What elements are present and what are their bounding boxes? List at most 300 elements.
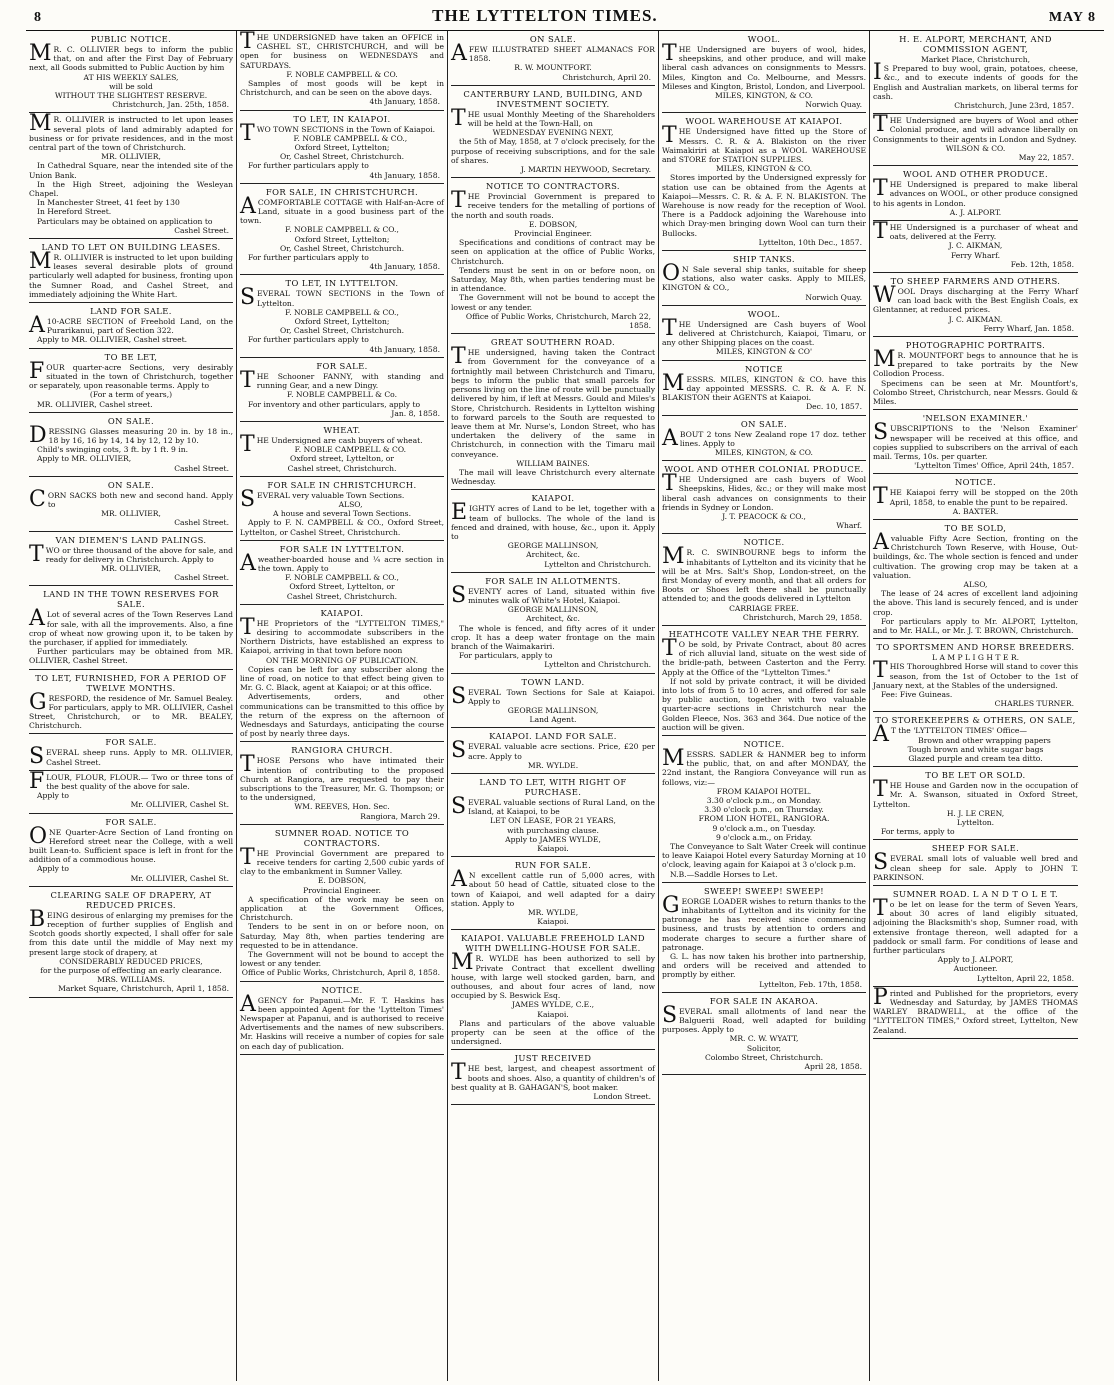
ad-body: THE Undersigned are buyers of Wool and other Colonial produce, and will advance liberally on Consignments to their agents in London and Sydney.	[873, 112, 1078, 144]
advertisement	[451, 857, 655, 930]
ad-heading: SHEEP FOR SALE.	[931, 843, 1020, 854]
ad-body: Printed and Published for the proprietors, every Wednesday and Saturday, by JAMES THOMAS WARLEY BRADWELL, at the office of the "LYTTELTON TIMES," Oxford street, Lyttelton, New Zealand.	[873, 984, 1078, 1035]
ad-heading: TO LET, FURNISHED, FOR A PERIOD OF TWELVE MONTHS.	[35, 672, 227, 693]
advertisement	[662, 361, 866, 416]
ad-footer: Office of Public Works, Christchurch, March 22, 1858.	[465, 311, 651, 331]
ad-line: WEDNESDAY EVENING NEXT,	[492, 128, 614, 138]
ad-heading: PUBLIC NOTICE.	[90, 34, 172, 44]
advertisement	[662, 306, 866, 361]
advertisement	[662, 993, 866, 1075]
ad-heading: KAIAPOI. LAND FOR SALE.	[489, 731, 617, 742]
ad-body: MESSRS. MILES, KINGTON & CO. have this day appointed MESSRS. C. R. & A. F. N. BLAKISTON their AGENTS at Kaiapoi.	[662, 370, 866, 403]
ad-body: MR. WYLDE has been authorized to sell by Private Contract that excellent dwelling house, with large well stocked garden, barn, and outhouses, and about four acres of land, now occupied by S. Beswick Esq.	[451, 950, 655, 1001]
ad-line: Cashel street, Christchurch.	[287, 463, 397, 473]
ad-heading: JUST RECEIVED	[514, 1053, 592, 1064]
ad-paragraph: Plans and particulars of the above valuable property can be seen at the office of the undersigned.	[451, 1018, 655, 1047]
ad-line: WITHOUT THE SLIGHTEST RESERVE.	[54, 91, 208, 101]
ad-line: Ferry Wharf.	[950, 250, 1001, 260]
ad-line: 9 o'clock a.m., on Friday.	[715, 832, 813, 842]
ad-line: MILES, KINGTON, & CO.	[715, 447, 813, 457]
ad-body: SUBSCRIPTIONS to the 'Nelson Examiner' newspaper will be received at this office, and copies supplied to subscribers on the arrival of each mail. Terms, 10s. per quarter.	[873, 420, 1078, 461]
ad-heading: WOOL AND OTHER COLONIAL PRODUCE.	[664, 464, 864, 475]
ad-footer: April 28, 1858.	[804, 1062, 862, 1072]
ad-paragraph: In Hereford Street.	[37, 207, 112, 217]
ad-paragraph: Specimens can be seen at Mr. Mountfort's, Colombo Street, Christchurch, near Messrs. Gould & Miles.	[873, 378, 1078, 407]
ad-heading: RUN FOR SALE.	[514, 860, 592, 871]
ad-body: IS Prepared to buy wool, grain, potatoes, cheese, &c., and to execute indents of goods for the English and Australian markets, on liberal terms for cash.	[873, 60, 1078, 101]
ad-body: FOUR quarter-acre Sections, very desirably situated in the town of Christchurch, together or separately, upon reasonable terms. Apply to	[29, 358, 233, 391]
ad-footer: Cashel Street.	[174, 518, 229, 528]
ad-line: Provincial Engineer.	[303, 885, 381, 895]
ad-heading: TO SPORTSMEN AND HORSE BREEDERS.	[876, 642, 1075, 653]
ad-body: ACOMFORTABLE COTTAGE with Half-an-Acre of Land, situate in a good business part of the town.	[240, 193, 444, 226]
ad-body: THE undersigned, having taken the Contract from Government for the conveyance of a fortnightly mail between Christchurch and Timaru, begs to inform the public that small parcels for persons living on the line of route will be punctually delivered by him, if left at Messrs. Gould and Miles's Store, Christchurch. Residents in Lyttelton wishing to forward parcels to the South are requested to leave them at Mr. Nurse's, London Street, who has undertaken the delivery of the same in Christchurch, in connection with the Timaru mail conveyance.	[451, 344, 655, 459]
ad-line: Or, Cashel Street, Christchurch.	[280, 243, 404, 253]
ad-line: Kaiapoi.	[537, 1009, 569, 1019]
ad-paragraph: N.B.—Saddle Horses to Let.	[670, 869, 778, 879]
ad-heading: LAND FOR SALE.	[90, 306, 172, 317]
ad-line: Oxford Street, Lyttelton;	[294, 317, 390, 327]
ad-body: AGENCY for Papanui.—Mr. F. T. Haskins has been appointed Agent for the 'Lyttelton Times' Newspaper at Papanui, and is authorised to receive Advertisements and the names of new subscribers. Mr. Haskins will receive a number of copies for sale on each day of publication.	[240, 991, 444, 1051]
ad-heading: FOR SALE.	[105, 816, 157, 827]
ad-line: Oxford Street, Lyttelton;	[294, 143, 390, 153]
ad-heading: TO BE LET,	[104, 351, 158, 362]
ad-line: Apply to JAMES WYLDE,	[505, 834, 601, 844]
ad-heading: LAND TO LET, WITH RIGHT OF PURCHASE.	[479, 777, 627, 797]
advertisement	[240, 541, 444, 605]
ad-paragraph: Apply to	[37, 791, 69, 801]
ad-paragraph: Apply to MR. OLLIVIER,	[37, 454, 132, 464]
advertisement	[29, 413, 233, 477]
columns	[26, 31, 1104, 1381]
ad-footer: Wharf.	[836, 521, 862, 531]
ad-line: Provincial Engineer.	[514, 229, 592, 239]
ad-paragraph: For further particulars apply to	[248, 161, 369, 171]
ad-paragraph: Samples of most goods will be kept in Christchurch, and can be seen on the above days.	[240, 79, 444, 98]
ad-body: TWO TOWN SECTIONS in the Town of Kaiapoi.	[240, 120, 436, 146]
ad-footer: Lyttelton, April 22, 1858.	[976, 973, 1074, 983]
ad-body: AN excellent cattle run of 5,000 acres, with about 50 head of Cattle, situated close to the town of Kaiapoi, and well adapted for a dairy station. Apply to	[451, 867, 655, 908]
ad-heading: SWEEP! SWEEP! SWEEP!	[703, 885, 825, 896]
ad-heading: SUMNER ROAD. L A N D T O L E T.	[892, 889, 1059, 900]
ad-heading: WOOL WAREHOUSE AT KAIAPOI.	[685, 116, 843, 127]
advertisement	[662, 883, 866, 993]
ad-heading: NOTICE	[744, 363, 783, 374]
ad-paragraph: For terms, apply to	[881, 827, 955, 837]
advertisement	[240, 422, 444, 477]
ad-body: SEVERAL Town Sections for Sale at Kaiapoi. Apply to	[451, 683, 655, 709]
advertisement	[451, 573, 655, 674]
ad-body: THE Undersigned have fitted up the Store of Messrs. C. R. & A. Blakiston on the river Waimakiriri at Kaiapoi as a WOOL WAREHOUSE and STORE for STATION SUPPLIES.	[662, 123, 866, 165]
ad-line: FROM LION HOTEL, RANGIORA.	[698, 814, 830, 824]
ad-line: Brown and other wrapping papers	[918, 735, 1051, 745]
ad-line: J. C. AIKMAN.	[948, 314, 1003, 324]
ad-body: THE usual Monthly Meeting of the Shareholders will be held at the Town-Hall, on	[451, 105, 655, 131]
advertisement	[240, 111, 444, 184]
advertisement	[451, 930, 655, 1050]
ad-line: for the purpose of effecting an early clearance.	[40, 966, 222, 976]
advertisement	[451, 774, 655, 857]
ad-paragraph: Fee: Five Guineas.	[881, 689, 953, 699]
advertisement	[873, 767, 1078, 840]
ad-body: THE House and Garden now in the occupation of Mr. A. Swanson, situated in Oxford Street, Lyttelton.	[873, 777, 1078, 809]
advertisement	[240, 605, 444, 743]
ad-heading: KAIAPOI.	[320, 607, 364, 618]
ad-heading: WOOL.	[747, 34, 781, 44]
ad-line: Cashel Street, Christchurch.	[286, 591, 398, 601]
advertisement	[451, 86, 655, 178]
advertisement	[662, 251, 866, 306]
ad-heading: RANGIORA CHURCH.	[291, 745, 393, 756]
ad-body: ABOUT 2 tons New Zealand rope 17 doz. tether lines. Apply to	[662, 425, 866, 451]
advertisement	[29, 303, 233, 349]
ad-heading: ON SALE.	[107, 415, 155, 426]
advertisement	[873, 886, 1078, 987]
ad-footer: Lyttelton, Feb. 17th, 1858.	[759, 979, 862, 989]
ad-line: 3.30 o'clock p.m., on Monday.	[706, 796, 822, 805]
ad-line: MR. OLLIVIER,	[101, 152, 161, 162]
ad-heading: ON SALE.	[740, 418, 788, 429]
ad-body: THIS Thoroughbred Horse will stand to cover this season, from the 1st of October to the 1st of January next, at the Stables of the undersigned.	[873, 658, 1078, 690]
ad-line: R. W. MOUNTFORT.	[514, 63, 592, 73]
ad-heading: SHIP TANKS.	[733, 254, 795, 265]
ad-body: MESSRS. SADLER & HANMER beg to inform the public, that, on and after MONDAY, the 22nd instant, the Rangiora Conveyance will run as follows, viz:—	[662, 745, 866, 787]
ad-line: Kaiapoi.	[537, 917, 569, 927]
ad-body: THE UNDERSIGNED have taken an OFFICE in CASHEL ST., CHRISTCHURCH, and will be open for business on WEDNESDAYS and SATURDAYS.	[240, 31, 444, 70]
ad-paragraph: In Cathedral Square, near the intended site of the Union Bank.	[29, 161, 233, 180]
ad-footer: Ferry Wharf, Jan. 1858.	[983, 323, 1074, 333]
ad-line: Glazed purple and cream tea ditto.	[908, 753, 1043, 763]
ad-heading: ON SALE.	[107, 479, 155, 490]
advertisement	[662, 534, 866, 626]
column-5	[870, 31, 1081, 1381]
ad-body: MR. MOUNTFORT begs to announce that he is prepared to take portraits by the New Collodion Process.	[873, 347, 1078, 379]
ad-line: F. NOBLE CAMPBELL & CO.,	[285, 573, 399, 583]
ad-line: J. T. PEACOCK & CO.,	[722, 511, 806, 521]
newspaper-title: THE LYTTELTON TIMES.	[432, 6, 658, 25]
advertisement	[451, 31, 655, 86]
ad-line: CONSIDERABLY REDUCED PRICES,	[59, 956, 203, 966]
ad-body: THE Undersigned are buyers of wool, hides, sheepskins, and other produce, and will make liberal cash advances on consignments to Messrs. Miles, Kington and Co. Melbourne, and Messrs. Mileses and Kington, Bristol, London, and Liverpool.	[662, 41, 866, 91]
ad-paragraph: In Manchester Street, 41 feet by 130	[37, 198, 180, 208]
ad-footer: 4th January, 1858.	[369, 262, 440, 272]
ad-line: MILES, KINGTON & CO.	[715, 164, 813, 174]
ad-body: SEVENTY acres of Land, situated within five minutes walk of White's Hotel, Kaiapoi.	[451, 582, 655, 608]
issue-date: MAY 8	[1048, 10, 1096, 25]
advertisement	[873, 639, 1078, 712]
ad-footer: Feb. 12th, 1858.	[1010, 259, 1074, 269]
ad-body: SEVERAL small allotments of land near the Balguerii Road, well adapted for building purposes. Apply to	[662, 1002, 866, 1035]
ad-line: Land Agent.	[529, 715, 577, 725]
ad-body: SEVERAL TOWN SECTIONS in the Town of Lyttelton.	[240, 285, 444, 311]
advertisement	[873, 114, 1078, 166]
ad-paragraph: For inventory and other particulars, apply to	[248, 399, 421, 409]
ad-heading: TO BE LET OR SOLD.	[925, 770, 1026, 781]
advertisement	[873, 410, 1078, 474]
ad-body: SEVERAL valuable acre sections. Price, £20 per acre. Apply to	[451, 738, 655, 764]
ad-line: WILSON & CO.	[945, 143, 1006, 153]
ad-footer: Christchurch, April 20.	[562, 72, 651, 82]
ad-body: AT the 'LYTTELTON TIMES' Office—	[873, 722, 1027, 748]
advertisement	[29, 670, 233, 735]
ad-line: F. NOBLE CAMPBELL & CO.	[294, 445, 407, 455]
advertisement	[240, 742, 444, 824]
ad-paragraph: The mail will leave Christchurch every alternate Wednesday.	[451, 467, 655, 487]
ad-paragraph: Stores imported by the Undersigned expressly for station use can be obtained from the Agents at Kaiapoi—Messrs. C. R. & A. F. N. BLAKISTON. The Warehouse is now ready for the reception of Wool. There is a Paddock adjoining the Warehouse into which Dray-men bringing down Wool can turn their Bullocks.	[662, 173, 866, 238]
ad-body: TO be sold, by Private Contract, about 80 acres of rich alluvial land, situate on the west side of the bridle-path, between Casterton and the Ferry. Apply at the Office of the "Lyttelton Times."	[662, 635, 866, 677]
column-2	[237, 31, 448, 1381]
ad-paragraph: the 5th of May, 1858, at 7 o'clock precisely, for the purpose of receiving subscriptions, and for the sale of shares.	[451, 137, 655, 165]
ad-heading: TO STOREKEEPERS & OTHERS, ON SALE,	[875, 715, 1076, 726]
ad-line: E. DOBSON,	[317, 876, 367, 886]
ad-line: MR. C. W. WYATT,	[729, 1034, 799, 1044]
ad-footer: Jan. 8, 1858.	[391, 408, 440, 418]
advertisement	[873, 712, 1078, 767]
advertisement	[29, 814, 233, 887]
page-number: 8	[34, 10, 41, 25]
ad-heading: NOTICE.	[321, 984, 363, 995]
ad-body: THE Proprietors of the "LYTTELTON TIMES," desiring to accommodate subscribers in the Northern Districts, have established an express to Kaiapoi, arriving in that town before noon	[240, 614, 444, 656]
ad-line: F. NOBLE CAMPBELL & CO.,	[285, 307, 399, 317]
advertisement	[240, 982, 444, 1055]
ad-line: F. NOBLE CAMPBELL & CO.,	[285, 225, 399, 235]
ad-line: MILES, KINGTON, & CO.	[715, 91, 813, 101]
ad-paragraph: If not sold by private contract, it will be divided into lots of from 5 to 10 acres, and offered for sale by public auction, together with two valuable quarter-acre sections in Christchurch near the Golden Fleece, Nos. 363 and 364. Due notice of the auction will be given.	[662, 676, 866, 732]
ad-line: WILLIAM BAINES.	[516, 458, 590, 468]
ad-heading: VAN DIEMEN'S LAND PALINGS.	[55, 534, 207, 545]
ad-line: F. NOBLE CAMPBELL & CO.,	[293, 133, 408, 143]
ad-body: FLOUR, FLOUR, FLOUR.— Two or three tons of the best quality of the above for sale.	[29, 768, 233, 794]
advertisement	[662, 416, 866, 462]
advertisement	[662, 626, 866, 736]
ad-line: L A M P L I G H T E R.	[931, 653, 1020, 663]
ad-heading: LAND TO LET ON BUILDING LEASES.	[41, 242, 221, 253]
ad-heading: PHOTOGRAPHIC PORTRAITS.	[905, 340, 1046, 351]
ad-footer: Norwich Quay.	[805, 292, 862, 302]
ad-line: Architect, &c.	[526, 550, 580, 560]
ad-heading: WOOL AND OTHER PRODUCE.	[902, 169, 1049, 180]
ad-body: MR. C. SWINBOURNE begs to inform the inhabitants of Lyttelton and its vicinity that he will be at Mrs. Salt's Shop, London-street, on the first Monday of every month, and that all orders for Boots or Shoes left there shall be punctually attended to; and the goods delivered in Lyttelton	[662, 544, 866, 604]
ad-paragraph: Copies can be left for any subscriber along the line of road, on notice to that effect being given to Mr. G. C. Black, agent at Kaiapoi; or at this office.	[240, 664, 444, 693]
ad-line: GEORGE MALLINSON,	[507, 705, 599, 715]
ad-line: MILES, KINGTON & CO'	[715, 347, 813, 357]
advertisement	[873, 840, 1078, 886]
ad-line: LET ON LEASE, FOR 21 YEARS,	[490, 816, 616, 826]
ad-heading: FOR SALE.	[316, 360, 368, 371]
ad-paragraph: Further particulars may be obtained from MR. OLLIVIER, Cashel Street.	[29, 647, 233, 666]
ad-paragraph: The whole is fenced, and fifty acres of it under crop. It has a deep water frontage on the main branch of the Waimakariri.	[451, 623, 655, 651]
ad-body: TWO or three thousand of the above for sale, and ready for delivery in Christchurch. Apply to	[29, 541, 233, 567]
advertisement	[662, 736, 866, 883]
advertisement	[29, 887, 233, 998]
ad-heading: KAIAPOI.	[531, 493, 575, 504]
ad-footer: Lyttelton and Christchurch.	[544, 559, 651, 569]
ad-footer: Lyttelton and Christchurch.	[544, 660, 651, 670]
advertisement	[451, 178, 655, 334]
ad-line: CARRIAGE FREE.	[729, 603, 799, 613]
advertisement	[29, 586, 233, 669]
ad-body: ON Sale several ship tanks, suitable for sheep stations, also water casks. Apply to MILES, KINGTON & CO.,	[662, 261, 866, 293]
ad-paragraph: Tenders to be sent in on or before noon, on Saturday, May 8th, when parties tendering are requested to be in attendance.	[240, 922, 444, 950]
ad-body: SEVERAL very valuable Town Sections.	[240, 486, 405, 512]
ad-footer: Market Square, Christchurch, April 1, 1858.	[58, 984, 229, 994]
ad-line: Auctioneer.	[953, 964, 998, 974]
ad-heading: FOR SALE, IN CHRISTCHURCH.	[265, 186, 419, 197]
ad-paragraph: Child's swinging cots, 3 ft. by 1 ft. 9 in.	[37, 445, 189, 455]
ad-body: THE Undersigned are cash buyers of Wool Sheepskins, Hides, &c.; or they will make most liberal cash advances on consignments to their friends in Sydney or London.	[662, 471, 866, 512]
ad-body: GRESFORD, the residence of Mr. Samuel Bealey. For particulars, apply to MR. OLLIVIER, Cashel Street, Christchurch, or to MR. BEALEY, Christchurch.	[29, 689, 233, 731]
ad-body: DRESSING Glasses measuring 20 in. by 18 in., 18 by 16, 16 by 14, 14 by 12, 12 by 10.	[29, 422, 233, 448]
ad-heading: NOTICE TO CONTRACTORS.	[486, 181, 620, 192]
ad-line: Tough brown and white sugar bags	[907, 744, 1044, 754]
ad-paragraph: A specification of the work may be seen on application at the Government Offices, Christchurch.	[240, 894, 444, 923]
ad-footer: CHARLES TURNER.	[994, 699, 1074, 709]
ad-paragraph: For particulars, apply to	[459, 651, 553, 661]
ad-paragraph: MR. OLLIVIER, Cashel street.	[37, 399, 153, 409]
ad-heading: KAIAPOI. VALUABLE FREEHOLD LAND WITH DWELLING-HOUSE FOR SALE.	[461, 933, 645, 954]
advertisement	[29, 768, 233, 814]
ad-line: F. NOBLE CAMPBELL & Co.	[286, 390, 397, 400]
ad-line: Or, Cashel Street, Christchurch.	[280, 152, 404, 162]
ad-footer: May 22, 1857.	[1018, 153, 1074, 163]
ad-heading: SUMNER ROAD. NOTICE TO CONTRACTORS.	[274, 827, 410, 848]
ad-line: MR. OLLIVIER,	[101, 509, 161, 519]
advertisement	[29, 113, 233, 239]
ad-paragraph: The lease of 24 acres of excellent land adjoining the above. This land is securely fenced, and is under crop.	[873, 589, 1078, 617]
ad-line: H. J. LE CREN,	[946, 808, 1005, 818]
ad-heading: FOR SALE IN ALLOTMENTS.	[485, 575, 621, 586]
advertisement	[29, 532, 233, 587]
ad-line: Solicitor,	[746, 1043, 782, 1053]
advertisement	[29, 349, 233, 413]
ad-paragraph: Specifications and conditions of contract may be seen on application at the office of Public Works, Christchurch.	[451, 238, 655, 266]
ad-footer: 'Lyttelton Times' Office, April 24th, 1857.	[914, 461, 1074, 471]
ad-line: Apply to J. ALPORT,	[937, 955, 1014, 965]
ad-heading: H. E. ALPORT, MERCHANT, AND COMMISSION AGENT,	[899, 34, 1052, 54]
ad-paragraph: Apply to	[37, 864, 69, 874]
ad-footer: Office of Public Works, Christchurch, April 8, 1858.	[241, 968, 440, 978]
ad-heading: LAND IN THE TOWN RESERVES FOR SALE.	[43, 589, 219, 610]
ad-footer: 4th January, 1858.	[369, 97, 440, 107]
ad-paragraph: The Government will not be bound to accept the lowest or any tender.	[451, 293, 655, 312]
ad-body: Avaluable Fifty Acre Section, fronting on the Christchurch Town Reserve, with House, Out-buildings, &c. The whole section is fenced and under cultivation. The growing crop may be taken at a valuation.	[873, 529, 1078, 580]
ad-body: A10-ACRE SECTION of Freehold Land, on the Purarikanui, part of Section 322.	[29, 313, 233, 339]
advertisement	[662, 31, 866, 113]
ad-heading: CLEARING SALE OF DRAPERY, AT REDUCED PRICES.	[50, 889, 212, 910]
ad-line: Oxford Street, Lyttelton;	[294, 234, 390, 244]
advertisement	[29, 477, 233, 532]
advertisement	[662, 113, 866, 251]
advertisement	[873, 474, 1078, 520]
ad-line: ON THE MORNING OF PUBLICATION.	[265, 655, 419, 665]
ad-footer: Christchurch, Jan. 25th, 1858.	[112, 100, 229, 110]
advertisement	[451, 490, 655, 572]
ad-footer: 4th January, 1858.	[369, 344, 440, 354]
ad-heading: TO BE SOLD,	[944, 522, 1007, 533]
ad-footer: London Street.	[593, 1092, 651, 1102]
ad-line: Or, Cashel Street, Christchurch.	[280, 326, 404, 336]
ad-body: SEVERAL small lots of valuable well bred and clean sheep for sale. Apply to JOHN T. PARKINSON.	[873, 850, 1078, 882]
ad-footer: Dec. 10, 1857.	[806, 402, 862, 412]
ad-line: E. DOBSON,	[528, 219, 578, 229]
advertisement	[240, 358, 444, 422]
ad-heading: FOR SALE.	[105, 737, 157, 748]
ad-line: ALSO,	[963, 579, 988, 589]
ad-body: WOOL Drays discharging at the Ferry Wharf can load back with the Best English Coals, ex Glentanner, at reduced prices.	[873, 283, 1078, 315]
ad-footer: Cashel Street.	[174, 463, 229, 473]
ad-heading: CANTERBURY LAND, BUILDING, AND INVESTMENT SOCIETY.	[463, 88, 643, 109]
ad-heading: FOR SALE IN LYTTELTON.	[279, 543, 405, 554]
ad-body: SEVERAL sheep runs. Apply to MR. OLLIVIER, Cashel Street.	[29, 744, 233, 770]
ad-body: THE Provincial Government is prepared to receive tenders for the metalling of portions of the north and south roads.	[451, 188, 655, 220]
ad-body: GEORGE LOADER wishes to return thanks to the inhabitants of Lyttelton and its vicinity for the patronage he has received since commencing business, and trusts by attention to orders and moderate charges to secure a further share of patronage.	[662, 892, 866, 952]
ad-line: A house and several Town Sections.	[273, 509, 411, 519]
ad-line: GEORGE MALLINSON,	[507, 605, 599, 615]
ad-heading: TOWN LAND.	[521, 676, 585, 687]
ad-footer: Cashel Street.	[174, 225, 229, 235]
advertisement	[873, 337, 1078, 410]
ad-paragraph: Apply to MR. OLLIVIER, Cashel street.	[37, 335, 188, 345]
ad-line: Colombo Street, Christchurch.	[704, 1052, 824, 1062]
ad-heading: TO LET, IN KAIAPOI.	[293, 113, 391, 124]
ad-body: Aweather-boarded house and ¼ acre section in the town. Apply to	[240, 550, 444, 576]
ad-line: WM. REEVES, Hon. Sec.	[294, 802, 390, 812]
ad-footer: Christchurch, June 23rd, 1857.	[954, 101, 1074, 111]
ad-line: will be sold	[109, 81, 153, 91]
ad-body: THE Provincial Government are prepared to receive tenders for carting 2,500 cubic yards of clay to the embankment in Sumner Valley.	[240, 844, 444, 877]
ad-line: 9 o'clock a.m., on Tuesday.	[712, 823, 816, 833]
ad-body: THE best, largest, and cheapest assortment of boots and shoes. Also, a quantity of children's of best quality at B. GAHAGAN'S, boot maker.	[451, 1060, 655, 1092]
ad-heading: NOTICE.	[743, 738, 785, 749]
ad-line: Architect, &c.	[526, 614, 580, 624]
ad-footer: Rangiora, March 29.	[360, 811, 440, 821]
ad-line: J. C. AIKMAN,	[948, 241, 1003, 251]
ad-heading: GREAT SOUTHERN ROAD.	[490, 337, 616, 348]
ad-heading: 'NELSON EXAMINER.'	[922, 413, 1029, 424]
ad-body: BEING desirous of enlarging my premises for the reception of further supplies of English and Scotch goods shortly expected, I shall offer for sale from this date until the middle of May next my present large stock of drapery, at	[29, 906, 233, 957]
ad-footer: 4th January, 1858.	[369, 170, 440, 180]
ad-line: (For a term of years,)	[89, 390, 173, 400]
ad-line: MR. WYLDE.	[527, 760, 579, 770]
ad-paragraph: Tenders must be sent in on or before noon, on Saturday, May 8th, when parties tendering must be in attendance.	[451, 265, 655, 294]
advertisement	[451, 674, 655, 729]
ad-footer: Mr. OLLIVIER, Cashel St.	[130, 800, 229, 810]
advertisement	[873, 31, 1078, 114]
ad-heading: NOTICE.	[954, 477, 997, 488]
advertisement	[451, 1050, 655, 1105]
advertisement	[29, 239, 233, 303]
ad-heading: FOR SALE IN AKAROA.	[709, 995, 819, 1006]
column-4	[659, 31, 870, 1381]
ad-line: MR. OLLIVIER,	[101, 563, 161, 573]
advertisement	[873, 221, 1078, 273]
ad-line: MR. WYLDE,	[527, 908, 579, 918]
ad-line: Market Place, Christchurch,	[920, 55, 1031, 64]
column-3	[448, 31, 659, 1381]
ad-line: MRS. WILLIAMS.	[97, 975, 165, 985]
advertisement	[240, 31, 444, 111]
ad-footer: Cashel Street.	[174, 573, 229, 583]
ad-footer: Norwich Quay.	[805, 100, 862, 110]
ad-body: SEVERAL valuable sections of Rural Land, on the Island, at Kaiapoi, to be	[451, 794, 655, 819]
advertisement	[873, 984, 1078, 1039]
masthead	[26, 6, 1104, 31]
ad-body: To be let on lease for the term of Seven Years, about 30 acres of land eligibly situated, adjoining the Blacksmith's shop, Sumner road, with extensive frontage thereon, well adapted for a paddock or small farm. For conditions of lease and further particulars	[873, 896, 1078, 956]
ad-line: 3.30 o'clock p.m., on Thursday.	[704, 805, 824, 815]
advertisement	[451, 334, 655, 490]
advertisement	[240, 184, 444, 276]
ad-body: EIGHTY acres of Land to be let, together with a team of bullocks. The whole of the land is fenced and drained, with house, &c., upon it. Apply to	[451, 500, 655, 541]
